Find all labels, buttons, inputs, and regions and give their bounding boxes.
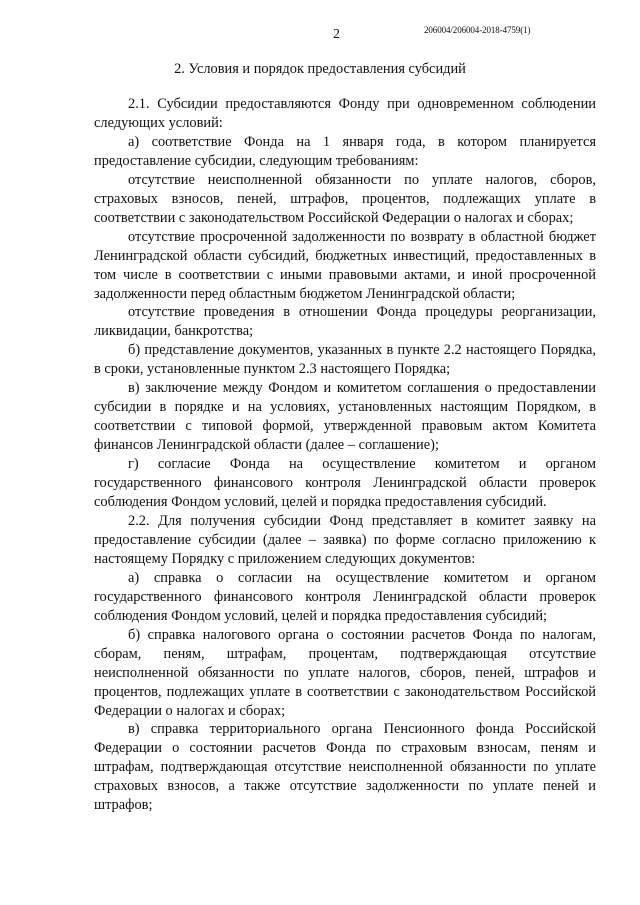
paragraph-2-1-v: в) заключение между Фондом и комитетом соглашения о предоставлении субсидии в порядке и на условиях, установленных настоящим Порядком, в соответствии с типовой формой, утвержденной правовым актом Комитета финансов Ленинградской области (далее – соглашение); xyxy=(94,380,596,454)
page-number: 2 xyxy=(333,27,340,42)
document-id: 206004/206004-2018-4759(1) xyxy=(424,25,531,35)
paragraph-2-2: 2.2. Для получения субсидии Фонд представляет в комитет заявку на предоставление субсидии (далее – заявка) по форме согласно приложению к настоящему Порядку с приложением следующих документов: xyxy=(94,512,596,567)
section-title: 2. Условия и порядок предоставления субсидий xyxy=(174,61,466,77)
paragraph-requirement-reorganization: отсутствие проведения в отношении Фонда процедуры реорганизации, ликвидации, банкротства; xyxy=(94,304,596,340)
paragraph-2-1-b: б) представление документов, указанных в пункте 2.2 настоящего Порядка, в сроки, установленные пунктом 2.3 настоящего Порядка; xyxy=(94,342,596,378)
paragraph-2-1-a: а) соответствие Фонда на 1 января года, в котором планируется предоставление субсидии, следующим требованиям: xyxy=(94,133,596,169)
paragraph-2-2-v: в) справка территориального органа Пенсионного фонда Российской Федерации о состоянии расчетов Фонда по страховым взносам, пеням и штрафам, подтверждающая отсутствие неисполненной обязанности по уплате страховых взносов, а также отсутствие задолженности по уплате пеней и штрафов; xyxy=(94,721,596,814)
document-body xyxy=(94,95,596,815)
paragraph-requirement-taxes: отсутствие неисполненной обязанности по уплате налогов, сборов, страховых взносов, пеней, штрафов, процентов, подлежащих уплате в соответствии с законодательством Российской Федерации о налогах и сборах; xyxy=(94,171,596,226)
paragraph-2-2-b: б) справка налогового органа о состоянии расчетов Фонда по налогам, сборам, пеням, штрафам, процентам, подтверждающая отсутствие неисполненной обязанности по уплате налогов, сборов, пеней, штрафов и процентов, подлежащих уплате в соответствии с законодательством Российской Федерации о налогах и сборах; xyxy=(94,626,596,719)
paragraph-2-2-a: а) справка о согласии на осуществление комитетом и органом государственного финансового контроля Ленинградской области проверок соблюдения Фондом условий, целей и порядка предоставления субсидий; xyxy=(94,569,596,624)
paragraph-requirement-debt: отсутствие просроченной задолженности по возврату в областной бюджет Ленинградской области субсидий, бюджетных инвестиций, предоставленных в том числе в соответствии с иными правовыми актами, и иной просроченной задолженности перед областным бюджетом Ленинградской области; xyxy=(94,228,596,302)
paragraph-2-1: 2.1. Субсидии предоставляются Фонду при одновременном соблюдении следующих условий: xyxy=(94,96,596,131)
paragraph-2-1-g: г) согласие Фонда на осуществление комитетом и органом государственного финансового контроля Ленинградской области проверок соблюдения Фондом условий, целей и порядка предоставления субсидий. xyxy=(94,456,596,511)
